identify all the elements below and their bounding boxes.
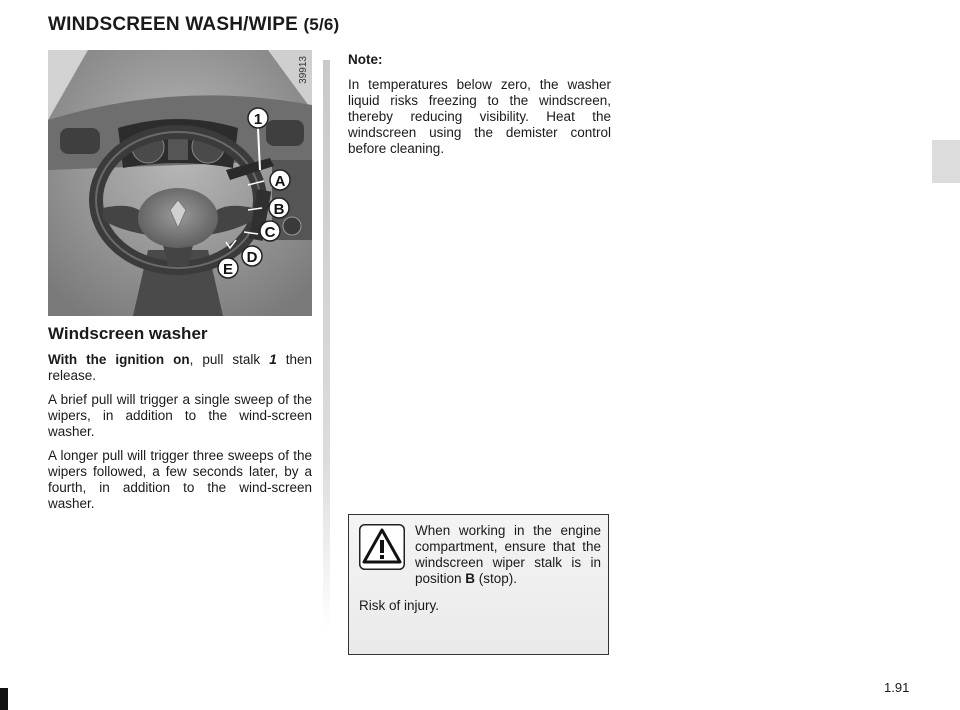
page-title-text: WINDSCREEN WASH/WIPE: [48, 14, 298, 35]
chapter-tab: [932, 140, 960, 183]
callout-e-label: E: [222, 261, 234, 278]
callout-e: [218, 258, 238, 278]
washer-section: [48, 318, 312, 520]
warning-position: B: [465, 571, 476, 586]
callout-b: [269, 198, 289, 218]
callout-d-label: D: [246, 249, 258, 266]
stalk-ref: 1: [269, 352, 277, 367]
page-part: (5/6): [303, 15, 340, 34]
callout-a-label: A: [274, 173, 286, 190]
note-body: In temperatures below zero, the washer liquid risks freezing to the windscreen, thereby reducing visibility. Heat the windscreen using the demister control before cleaning.: [348, 77, 611, 156]
paragraph-brief-pull: A brief pull will trigger a single sweep of the wipers, in addition to the wind-screen washer.: [48, 392, 312, 439]
callout-1: [248, 108, 268, 128]
callout-b-label: B: [273, 201, 285, 218]
p1-end: then release.: [48, 352, 312, 383]
warning-triangle-icon: [359, 524, 405, 570]
callout-c: [260, 221, 280, 241]
callout-a: [270, 170, 290, 190]
warning-box: [348, 514, 609, 655]
paragraph-longer-pull: A longer pull will trigger three sweeps of the wipers followed, a few seconds later, by a fourth, in addition to the wind-screen washer.: [48, 448, 312, 511]
note-title: Note:: [348, 52, 383, 67]
warning-risk: Risk of injury.: [359, 598, 440, 613]
callout-layer: [48, 50, 312, 316]
callout-1-label: 1: [253, 111, 263, 128]
section-heading: Windscreen washer: [48, 324, 208, 343]
warning-text-end: (stop).: [475, 571, 518, 586]
page-number: 1.91: [884, 680, 910, 695]
ignition-bold: With the ignition on: [48, 352, 190, 367]
p1-mid: , pull stalk: [189, 352, 270, 367]
callout-d: [242, 246, 262, 266]
note-section: [348, 52, 611, 165]
page-title: [48, 14, 339, 36]
corner-mark: [0, 688, 8, 710]
warning-text-start: When working in the engine compartment, ensure that the windscreen wiper stalk is in position: [415, 523, 601, 586]
steering-wheel-illustration: [48, 50, 312, 316]
figure-id: 39913: [298, 56, 309, 84]
warning-text: [415, 523, 601, 587]
column-divider: [323, 60, 330, 630]
paragraph-ignition: [48, 352, 312, 384]
callout-c-label: C: [264, 224, 276, 241]
